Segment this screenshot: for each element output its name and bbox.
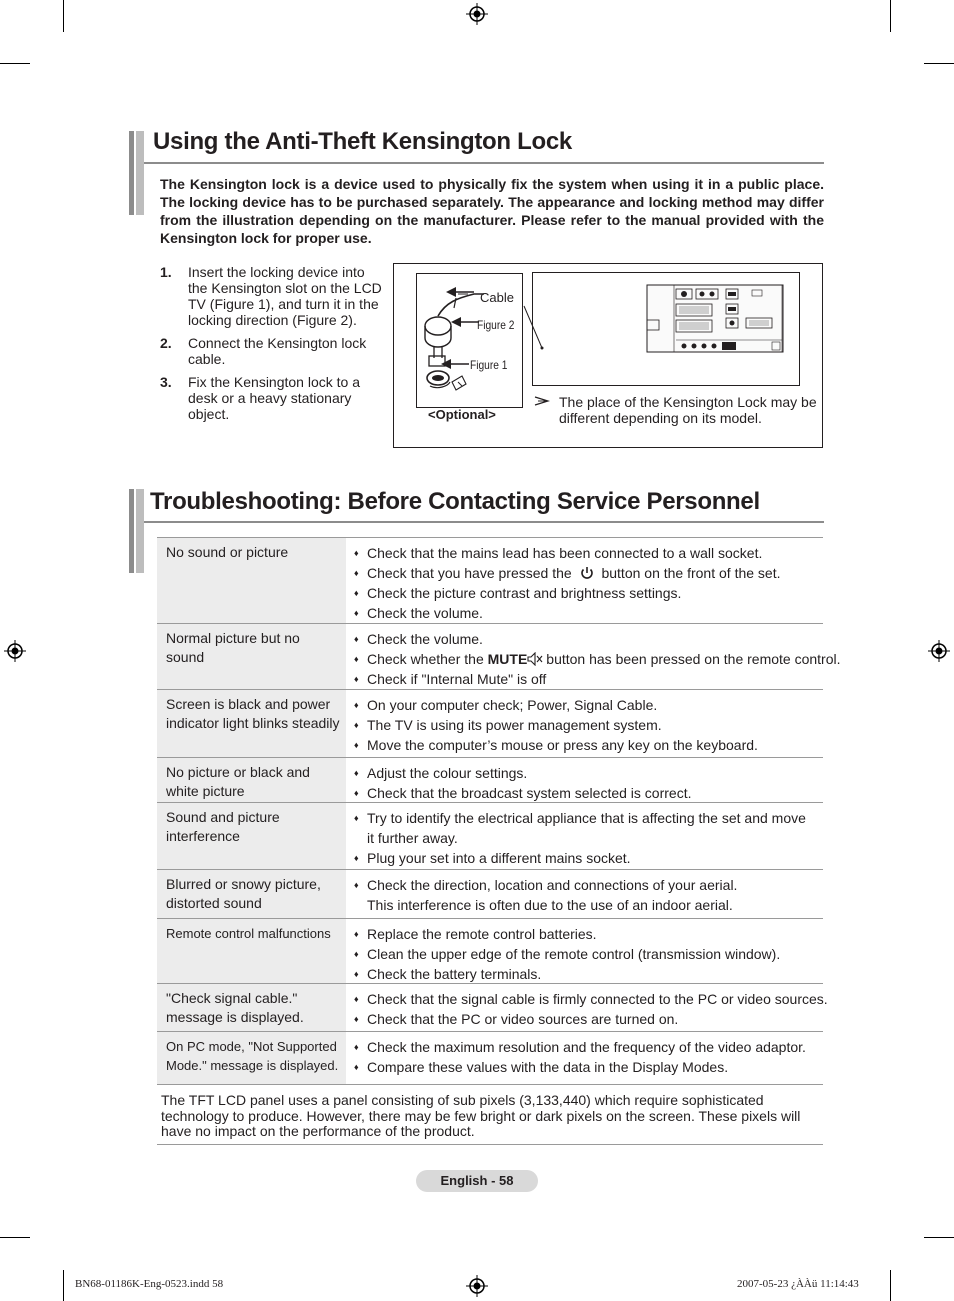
table-row <box>157 918 823 984</box>
step-number: 1. <box>160 264 172 280</box>
list-item <box>160 374 382 422</box>
fix-item: ♦ Move the computer’s mouse or press any key on the keyboard. <box>352 735 823 755</box>
table-row <box>157 689 823 758</box>
fix-item: ♦ Check that the PC or video sources are turned on. <box>352 1009 823 1029</box>
fix-cell <box>352 808 823 868</box>
fix-cell <box>352 924 823 984</box>
symptom-cell: Remote control malfunctions <box>157 919 346 984</box>
figure-arrow-icon <box>449 316 479 328</box>
fix-text: Check whether the <box>367 651 484 667</box>
symptom-cell: Normal picture but no sound <box>157 624 346 690</box>
power-icon <box>579 566 595 580</box>
fix-item: ♦ Compare these values with the data in the Display Modes. <box>352 1057 823 1077</box>
fix-text: button on the front of the set. <box>601 565 781 581</box>
crop-mark <box>0 1237 30 1238</box>
cable-label: Cable <box>480 290 514 305</box>
note-arrow-icon <box>534 396 550 406</box>
table-row <box>157 1031 823 1085</box>
fix-text: button has been pressed on the remote control. <box>546 651 841 667</box>
fix-item: ♦ Check the volume. <box>352 603 823 623</box>
figure-arrow-icon <box>439 358 469 370</box>
table-row <box>157 983 828 1032</box>
symptom-cell: On PC mode, "Not Supported Mode." message is displayed. <box>157 1032 346 1085</box>
fix-item: ♦ Plug your set into a different mains socket. <box>352 848 823 868</box>
symptom-cell: No sound or picture <box>157 538 346 624</box>
section-title-kensington: Using the Anti-Theft Kensington Lock <box>153 128 572 155</box>
fix-item: ♦ Try to identify the electrical appliance that is affecting the set and move it further away. <box>352 808 823 848</box>
fix-cell <box>352 763 823 803</box>
step-number: 2. <box>160 335 172 351</box>
kensington-note: The place of the Kensington Lock may be different depending on its model. <box>559 394 817 426</box>
symptom-cell: "Check signal cable." message is displayed. <box>157 984 346 1032</box>
fix-item: ♦ Check that the mains lead has been connected to a wall socket. <box>352 543 823 563</box>
table-row <box>157 537 823 624</box>
section-title-troubleshooting: Troubleshooting: Before Contacting Service Personnel <box>150 488 760 515</box>
section-accent-bar <box>136 489 144 573</box>
section-rule <box>144 162 824 164</box>
step-text: Connect the Kensington lock cable. <box>188 335 367 367</box>
list-item <box>160 335 382 367</box>
list-item <box>160 264 382 328</box>
fix-item: ♦ Adjust the colour settings. <box>352 763 823 783</box>
kensington-intro: The Kensington lock is a device used to physically fix the system when using it in a public place. The locking device has to be purchased separately. The appearance and locking method may differ from the illustration depending on the manufacturer. Please refer to the manual provided with the Kensington lock for proper use. <box>160 176 824 246</box>
section-accent-bar <box>129 489 134 573</box>
step-text: Fix the Kensington lock to a desk or a heavy stationary object. <box>188 374 360 422</box>
figure2-label: Figure 2 <box>477 318 515 332</box>
figure1-label: Figure 1 <box>470 358 508 372</box>
step-number: 3. <box>160 374 172 390</box>
page-number-label: English - 58 <box>416 1170 538 1192</box>
crop-mark <box>924 63 954 64</box>
table-row <box>157 623 841 690</box>
crop-mark <box>890 0 891 32</box>
mute-icon <box>527 652 543 666</box>
fix-item: ♦ Replace the remote control batteries. <box>352 924 823 944</box>
step-text: Insert the locking device into the Kensington slot on the LCD TV (Figure 1), and turn it in the locking direction (Figure 2). <box>188 264 382 328</box>
symptom-cell: No picture or black and white picture <box>157 758 346 803</box>
crop-mark <box>924 1237 954 1238</box>
fix-item: ♦ Check if "Internal Mute" is off <box>352 669 823 689</box>
fix-item: ♦ On your computer check; Power, Signal Cable. <box>352 695 823 715</box>
fix-cell <box>352 543 823 623</box>
table-bottom-rule <box>157 1084 823 1085</box>
table-row <box>157 802 823 870</box>
crop-mark <box>0 63 30 64</box>
crop-mark <box>63 1270 64 1301</box>
footer-file: BN68-01186K-Eng-0523.indd 58 <box>75 1278 224 1290</box>
fix-continuation: This interference is often due to the use of an indoor aerial. <box>367 897 733 913</box>
note-bottom-rule <box>157 1144 823 1145</box>
kensington-figure <box>393 263 823 448</box>
fix-cell <box>352 695 823 755</box>
table-row <box>157 757 823 803</box>
fix-item: ♦ Clean the upper edge of the remote control (transmission window). <box>352 944 823 964</box>
mute-label: MUTE <box>487 651 528 667</box>
pointer-line <box>522 304 546 354</box>
symptom-cell: Blurred or snowy picture, distorted sound <box>157 870 346 919</box>
fix-text: Check that you have pressed the <box>367 565 572 581</box>
optional-label: <Optional> <box>428 407 496 422</box>
symptom-cell: Screen is black and power indicator light blinks steadily <box>157 690 346 758</box>
figure-arrow-icon <box>444 286 474 298</box>
section-accent-bar <box>136 131 144 215</box>
fix-item: ♦ Check the direction, location and connections of your aerial. <box>352 875 823 895</box>
registration-mark-icon <box>466 1275 488 1297</box>
fix-item: ♦ Check the volume. <box>352 629 823 649</box>
registration-mark-icon <box>928 640 950 662</box>
fix-item: ♦ Check the maximum resolution and the frequency of the video adaptor. <box>352 1037 823 1057</box>
table-row <box>157 869 823 919</box>
section-accent-bar <box>129 131 134 215</box>
fix-cell <box>352 629 841 689</box>
registration-mark-icon <box>466 3 488 25</box>
fix-cell <box>352 989 828 1029</box>
kensington-steps <box>160 264 382 429</box>
fix-item <box>352 649 841 669</box>
registration-mark-icon <box>4 640 26 662</box>
symptom-cell: Sound and picture interference <box>157 803 346 870</box>
crop-mark <box>63 0 64 32</box>
section-rule <box>144 521 824 523</box>
fix-cell <box>352 1037 823 1077</box>
fix-item: ♦ Check that the signal cable is firmly connected to the PC or video sources. <box>352 989 823 1009</box>
fix-item: ♦ Check the battery terminals. <box>352 964 823 984</box>
footer-date: 2007-05-23 ¿ÀÀü 11:14:43 <box>737 1278 859 1290</box>
tv-connector-panel <box>646 284 786 354</box>
fix-item: ♦ The TV is using its power management system. <box>352 715 823 735</box>
fix-item <box>352 563 823 583</box>
fix-cell <box>352 875 823 915</box>
fix-item: ♦ Check the picture contrast and brightness settings. <box>352 583 823 603</box>
tft-note: The TFT LCD panel uses a panel consisting of sub pixels (3,133,440) which require sophisticated technology to produce. However, there may be few bright or dark pixels on the screen. These pixels will have no impact on the performance of the product. <box>161 1092 801 1139</box>
crop-mark <box>890 1270 891 1301</box>
fix-item: ♦ Check that the broadcast system selected is correct. <box>352 783 823 803</box>
